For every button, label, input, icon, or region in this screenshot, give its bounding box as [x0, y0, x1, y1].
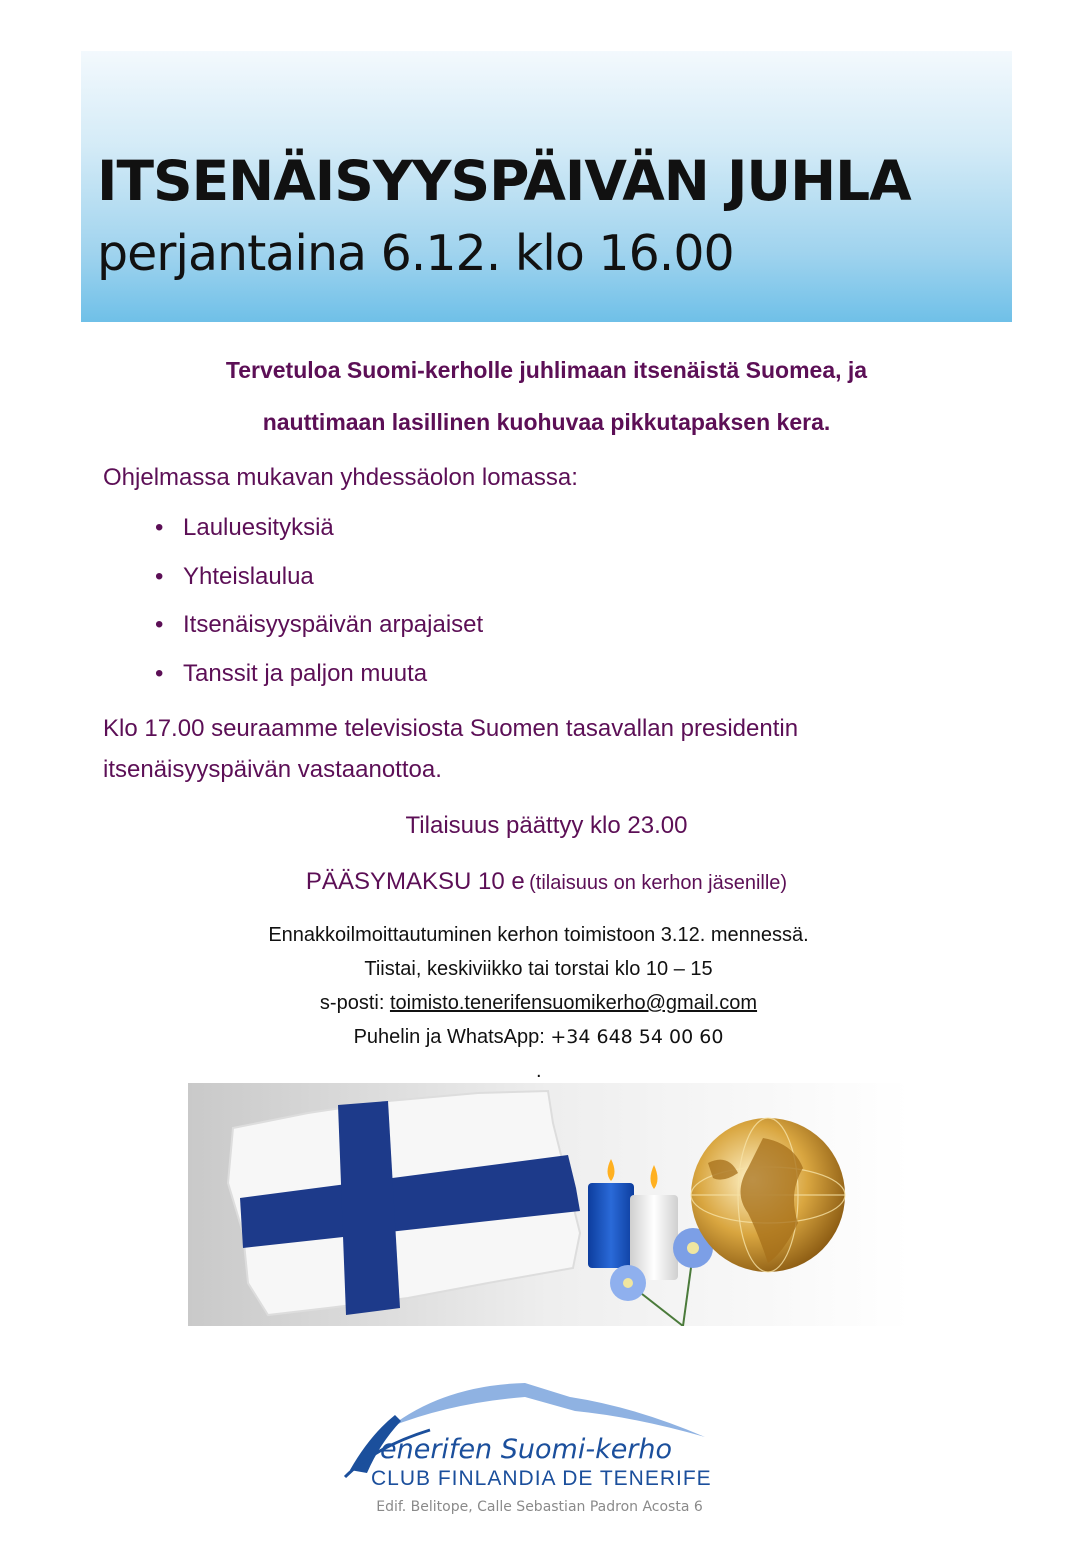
- program-item-label: Lauluesityksiä: [183, 514, 334, 541]
- welcome-line-1: Tervetuloa Suomi-kerholle juhlimaan itsenäistä Suomea, ja: [225, 357, 868, 383]
- reception-line-1: Klo 17.00 seuraamme televisiosta Suomen tasavallan presidentin: [103, 715, 799, 742]
- bullet-icon: •: [155, 514, 164, 541]
- logo-club-name: CLUB FINLANDIA DE TENERIFE: [371, 1467, 712, 1490]
- email-line: [81, 992, 996, 1015]
- registration-info: Ennakkoilmoittautuminen kerhon toimistoon 3.12. mennessä.: [268, 924, 809, 946]
- office-hours: Tiistai, keskiviikko tai torstai klo 10 – 15: [364, 958, 713, 980]
- phone-prefix: Puhelin ja WhatsApp:: [353, 1026, 551, 1048]
- program-item: [155, 656, 483, 705]
- program-intro: Ohjelmassa mukavan yhdessäolon lomassa:: [103, 464, 578, 491]
- fee-label: PÄÄSYMAKSU 10 e: [305, 868, 525, 895]
- bullet-icon: •: [155, 562, 164, 590]
- admission-fee: [81, 868, 1012, 896]
- welcome-line-2: nauttimaan lasillinen kuohuvaa pikkutapaksen kera.: [262, 409, 831, 435]
- club-logo: [335, 1375, 715, 1500]
- bullet-icon: •: [155, 659, 164, 687]
- phone-number: +34 648 54 00 60: [550, 1026, 724, 1048]
- independence-day-illustration: [188, 1083, 910, 1326]
- program-item: [155, 510, 483, 559]
- logo-name: enerifen Suomi-kerho: [380, 1434, 673, 1465]
- email-link[interactable]: toimisto.tenerifensuomikerho@gmail.com: [389, 992, 758, 1014]
- program-item-label: Itsenäisyyspäivän arpajaiset: [183, 611, 484, 638]
- separator-dot: .: [536, 1060, 542, 1082]
- mountain-icon: [390, 1383, 705, 1437]
- program-item-label: Yhteislaulua: [183, 562, 314, 590]
- bullet-icon: •: [155, 611, 164, 638]
- program-item: [155, 559, 483, 608]
- header-banner: [81, 51, 1012, 322]
- phone-line: [81, 1026, 996, 1049]
- program-list: [155, 510, 483, 704]
- event-end-time: Tilaisuus päättyy klo 23.00: [405, 812, 688, 839]
- program-item-label: Tanssit ja paljon muuta: [183, 659, 428, 687]
- golden-globe-icon: [691, 1118, 845, 1272]
- page-title: ITSENÄISYYSPÄIVÄN JUHLA: [97, 149, 911, 213]
- club-address: Edif. Belitope, Calle Sebastian Padron Acosta 6: [376, 1499, 703, 1515]
- fee-note: (tilaisuus on kerhon jäsenille): [529, 872, 788, 894]
- email-prefix: s-posti:: [319, 992, 390, 1014]
- event-date: perjantaina 6.12. klo 16.00: [97, 225, 734, 282]
- reception-line-2: itsenäisyyspäivän vastaanottoa.: [103, 756, 442, 783]
- program-item: [155, 607, 483, 656]
